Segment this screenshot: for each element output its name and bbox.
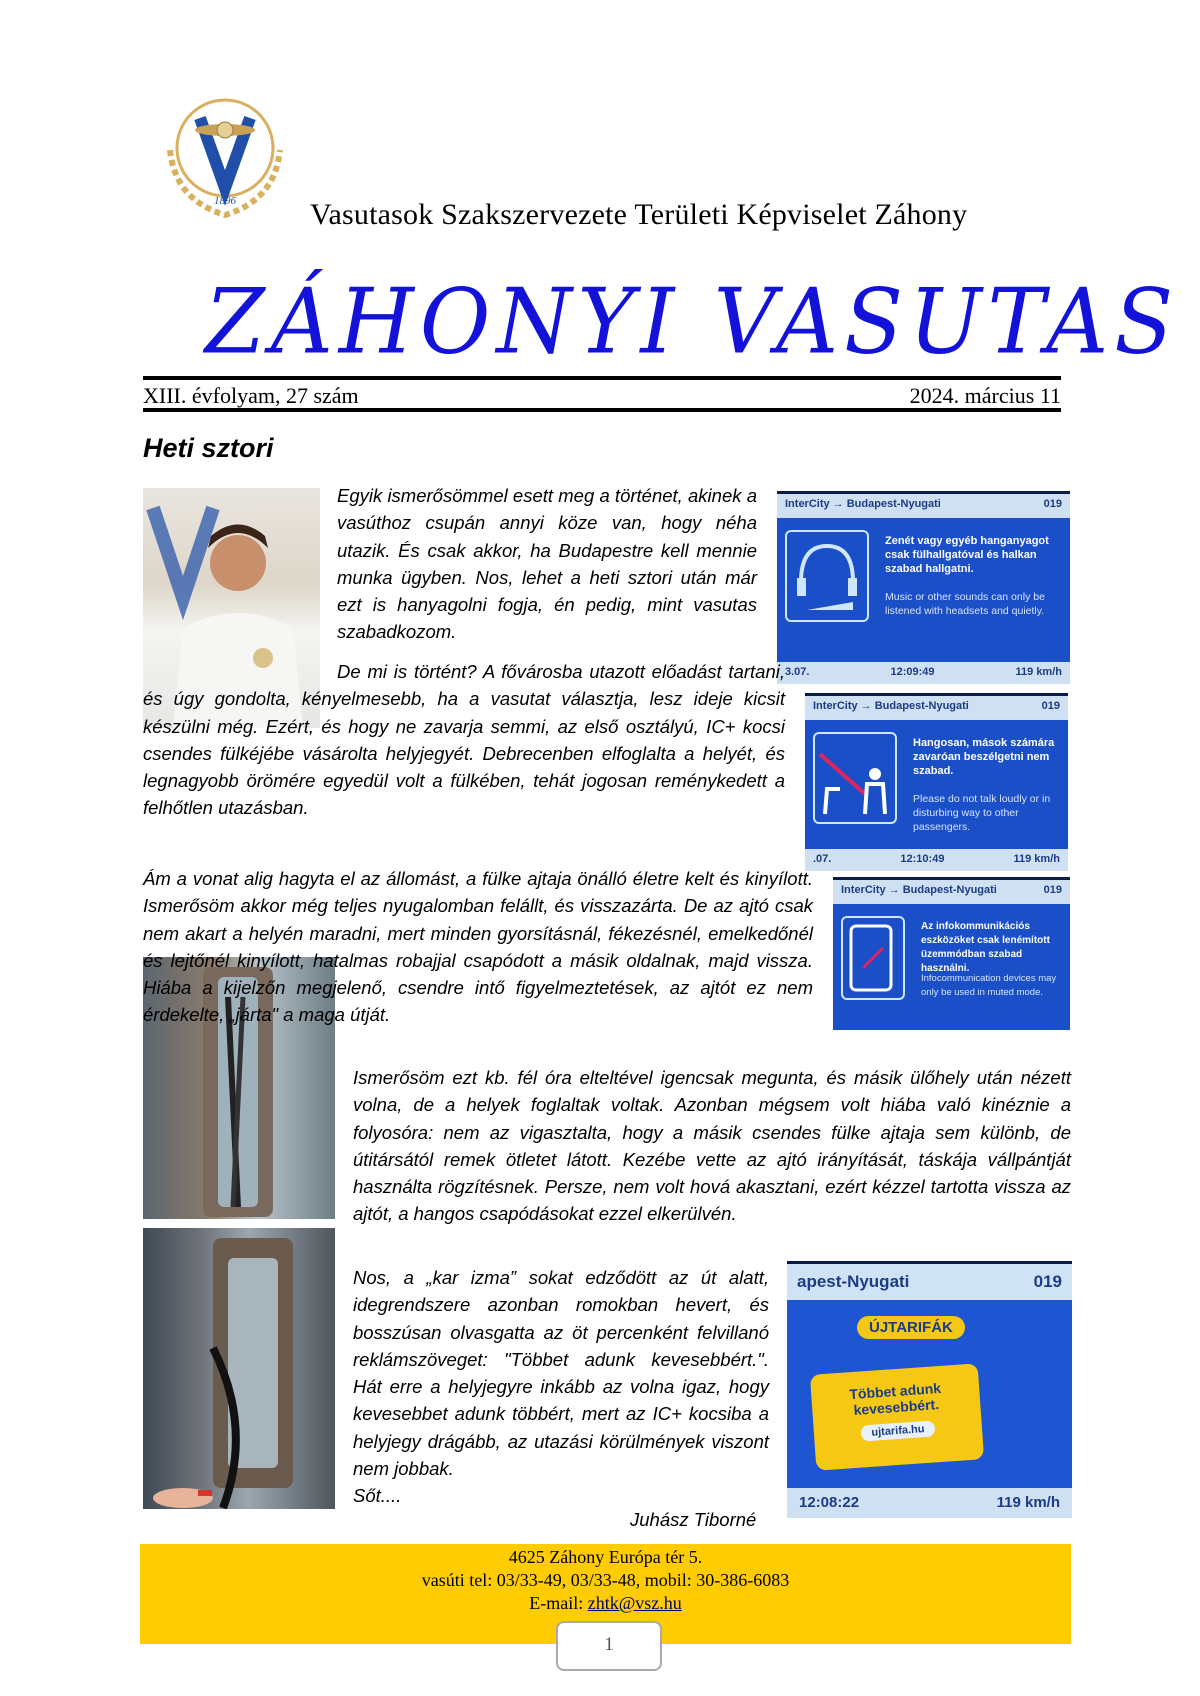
display-speed: 119 km/h [996,1494,1060,1511]
article-heading: Heti sztori [143,433,274,463]
no-talking-icon [813,732,897,824]
newspaper-title: ZÁHONYI VASUTAS [205,269,1180,375]
compartment-door-photo-2 [143,1228,335,1509]
organization-name: Vasutasok Szakszervezete Területi Képviselet Záhony [310,198,968,231]
top-rule [143,376,1061,380]
display-date: 3.07. [785,666,810,678]
hungarian-notice: Zenét vagy egyéb hanganyagot csak fülhallgatóval és halkan szabad hallgatni. [885,535,1049,575]
display-time: 12:08:22 [799,1494,860,1511]
footer-address: 4625 Záhony Európa tér 5. [508,1547,703,1567]
article-paragraph: De mi is történt? A fővárosba utazott előadást tartani, és úgy gondolta, kényelmesebb, ha a vasutat választja, lesz ideje kicsit készülni még. Ezért, és hogy ne zavarja semmi, az első osztályú, IC+ kocsi csendes fülkéjébe vásárolta helyjegyét. Debrecenben elfoglalta a helyét, és legnagyobb örömére egyedül volt a fülkében, tehát jogosan reménykedett a felhőtlen utazásban. [143,661,785,819]
article-paragraph: Egyik ismerősömmel esett meg a történet, akinek a vasúthoz csupán annyi köze van, hogy néha utazik. És csak akkor, ha Budapestre kell mennie munka ügyben. Nos, lehet a heti sztori után már ezt is hanyagolni fogja, én pedig, mint vasutas szabadkozom. [337,485,757,643]
display-time: 12:09:49 [890,666,935,678]
display-date: .07. [813,853,832,865]
display-time: 12:10:49 [900,853,945,865]
paragraph-2-block [143,658,785,834]
car-number: 019 [1033,1272,1062,1291]
issue-date: 2024. március 11 [909,383,1061,408]
paragraph-5-block [353,1264,769,1522]
paragraph-3-block [143,865,813,1041]
ad-url: ujtarifa.hu [861,1420,935,1441]
route-label: apest-Nyugati [797,1272,910,1291]
route-label: InterCity → Budapest-Nyugati [813,700,969,712]
car-number: 019 [1041,700,1060,712]
footer-email-line [140,1592,1071,1615]
email-link[interactable]: zhtk@vsz.hu [587,1593,682,1613]
union-logo [150,80,300,230]
display-speed: 119 km/h [1013,853,1060,865]
bottom-rule [143,408,1061,412]
page-number: 1 [604,1634,614,1655]
muted-phone-icon [841,916,905,1000]
union-logo-icon [150,80,300,230]
route-label: InterCity → Budapest-Nyugati [841,884,997,896]
train-display-no-talking [805,693,1068,871]
display-speed: 119 km/h [1015,666,1062,678]
english-notice: Music or other sounds can only be listened with headsets and quietly. [885,591,1045,617]
car-number: 019 [1043,884,1062,896]
article-paragraph: Ismerősöm ezt kb. fél óra elteltével igencsak megunta, és másik ülőhely után nézett volna, de a helyek foglaltak voltak. Azonban mégsem volt hiába való kinéznie a folyosóra: nem az vigasztalta, hogy a másik csendes fülke ajtaja sem különb, de útitársától remek ötletet látott. Kezébe vette az ajtó irányítását, táskája vállpántját használta rögzítésnek. Persze, nem volt hová akasztani, ezért kézzel tartotta vissza az ajtót, a hangos csapódásokat ezzel elkerülvén. [353,1067,1071,1225]
page-number-scroll [556,1621,662,1671]
article-paragraph: Nos, a „kar izma” sokat edződött az út alatt, idegrendszere azonban romokban hevert, és bosszúsan olvasgatta az öt percenként felvillanó reklámszöveget: "Többet adunk kevesebbért.". Hát erre a helyjegyre inkább az volna igaz, hogy kevesebbet adunk többért, mert az IC+ kocsiba a helyjegy drágább, az utazási körülmények viszont nem jobbak. [353,1267,769,1480]
new-tariffs-badge: ÚJTARIFÁK [857,1316,965,1339]
hungarian-notice: Az infokommunikációs eszközöket csak lenémított üzemmódban szabad használni. [921,921,1050,974]
article-author: Juhász Tiborné [630,1509,757,1530]
ad-card [810,1363,984,1470]
ad-text: Többet adunk kevesebbért. [848,1379,942,1418]
footer-phones: vasúti tel: 03/33-49, 03/33-48, mobil: 30-386-6083 [421,1570,790,1590]
headphones-icon [785,530,869,622]
article-closing: Sőt.... [353,1485,402,1507]
paragraph-4-block [353,1064,1071,1240]
hungarian-notice: Hangosan, mások számára zavaróan beszélgetni nem szabad. [913,737,1055,777]
train-display-headphones [777,491,1070,684]
issue-number: XIII. évfolyam, 27 szám [143,383,359,408]
article-paragraph: Ám a vonat alig hagyta el az állomást, a fülke ajtaja önálló életre kelt és kinyílott. Ismerősöm akkor még teljes nyugalomban felállt, és visszazárta. De az ajtó csak nem akart a helyén maradni, mert minden gyorsításnál, fékezésnél, emelkedőnél és lejtőnél kinyílott, hatalmas robajjal csapódott a másik oldalnak, majd vissza. Hiába a kijelzőn megjelenő, csendre intő figyelmeztetések, az ajtót ez nem érdekelte, „járta" a maga útját. [143,868,813,1026]
paragraph-1-block [337,482,757,658]
svg-text:1896: 1896 [214,195,236,207]
english-notice: Infocommunication devices may only be used in muted mode. [921,973,1057,998]
english-notice: Please do not talk loudly or in disturbing way to other passengers. [913,793,1051,833]
email-label: E-mail: [529,1593,588,1613]
route-label: InterCity → Budapest-Nyugati [785,498,941,510]
car-number: 019 [1043,498,1062,510]
train-display-advertisement [787,1261,1072,1518]
train-display-muted-devices [833,877,1070,1030]
